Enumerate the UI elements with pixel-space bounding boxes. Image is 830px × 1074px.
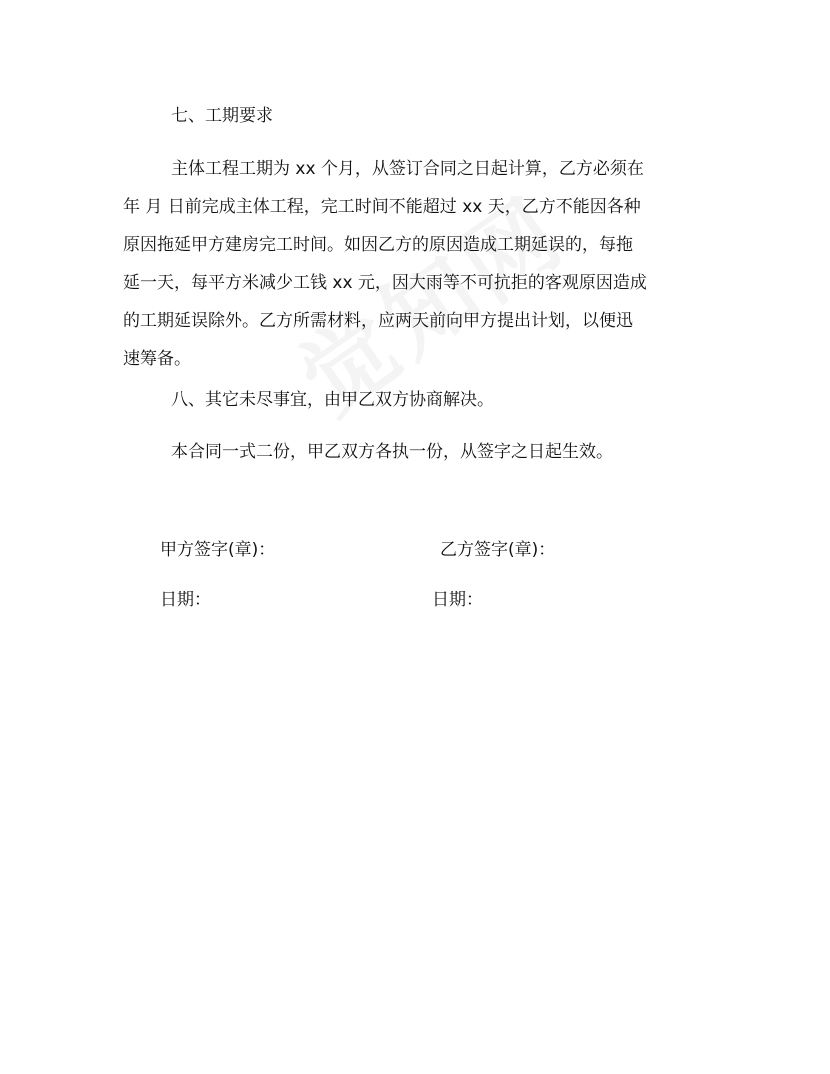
party-a-signature-label: 甲方签字(章)： <box>160 540 276 560</box>
party-a-date-label: 日期： <box>160 590 211 610</box>
party-b-date-label: 日期： <box>432 590 483 610</box>
paragraph-line: 主体工程工期为 xx 个月，从签订合同之日起计算，乙方必须在 <box>171 159 644 179</box>
paragraph-line: 的工期延误除外。乙方所需材料，应两天前向甲方提出计划，以便迅 <box>123 311 633 331</box>
section-7-heading: 七、工期要求 <box>171 106 273 126</box>
closing-statement: 本合同一式二份，甲乙双方各执一份，从签字之日起生效。 <box>171 442 613 462</box>
section-7-paragraph <box>123 150 703 378</box>
paragraph-line: 原因拖延甲方建房完工时间。如因乙方的原因造成工期延误的，每拖 <box>123 235 633 255</box>
paragraph-line: 年 月 日前完成主体工程，完工时间不能超过 xx 天，乙方不能因各种 <box>123 197 641 217</box>
party-b-signature-label: 乙方签字(章)： <box>440 540 556 560</box>
paragraph-line: 速筹备。 <box>123 349 191 369</box>
section-8-heading: 八、其它未尽事宜，由甲乙双方协商解决。 <box>171 390 494 410</box>
paragraph-line: 延一天，每平方米减少工钱 xx 元，因大雨等不可抗拒的客观原因造成 <box>123 273 647 293</box>
